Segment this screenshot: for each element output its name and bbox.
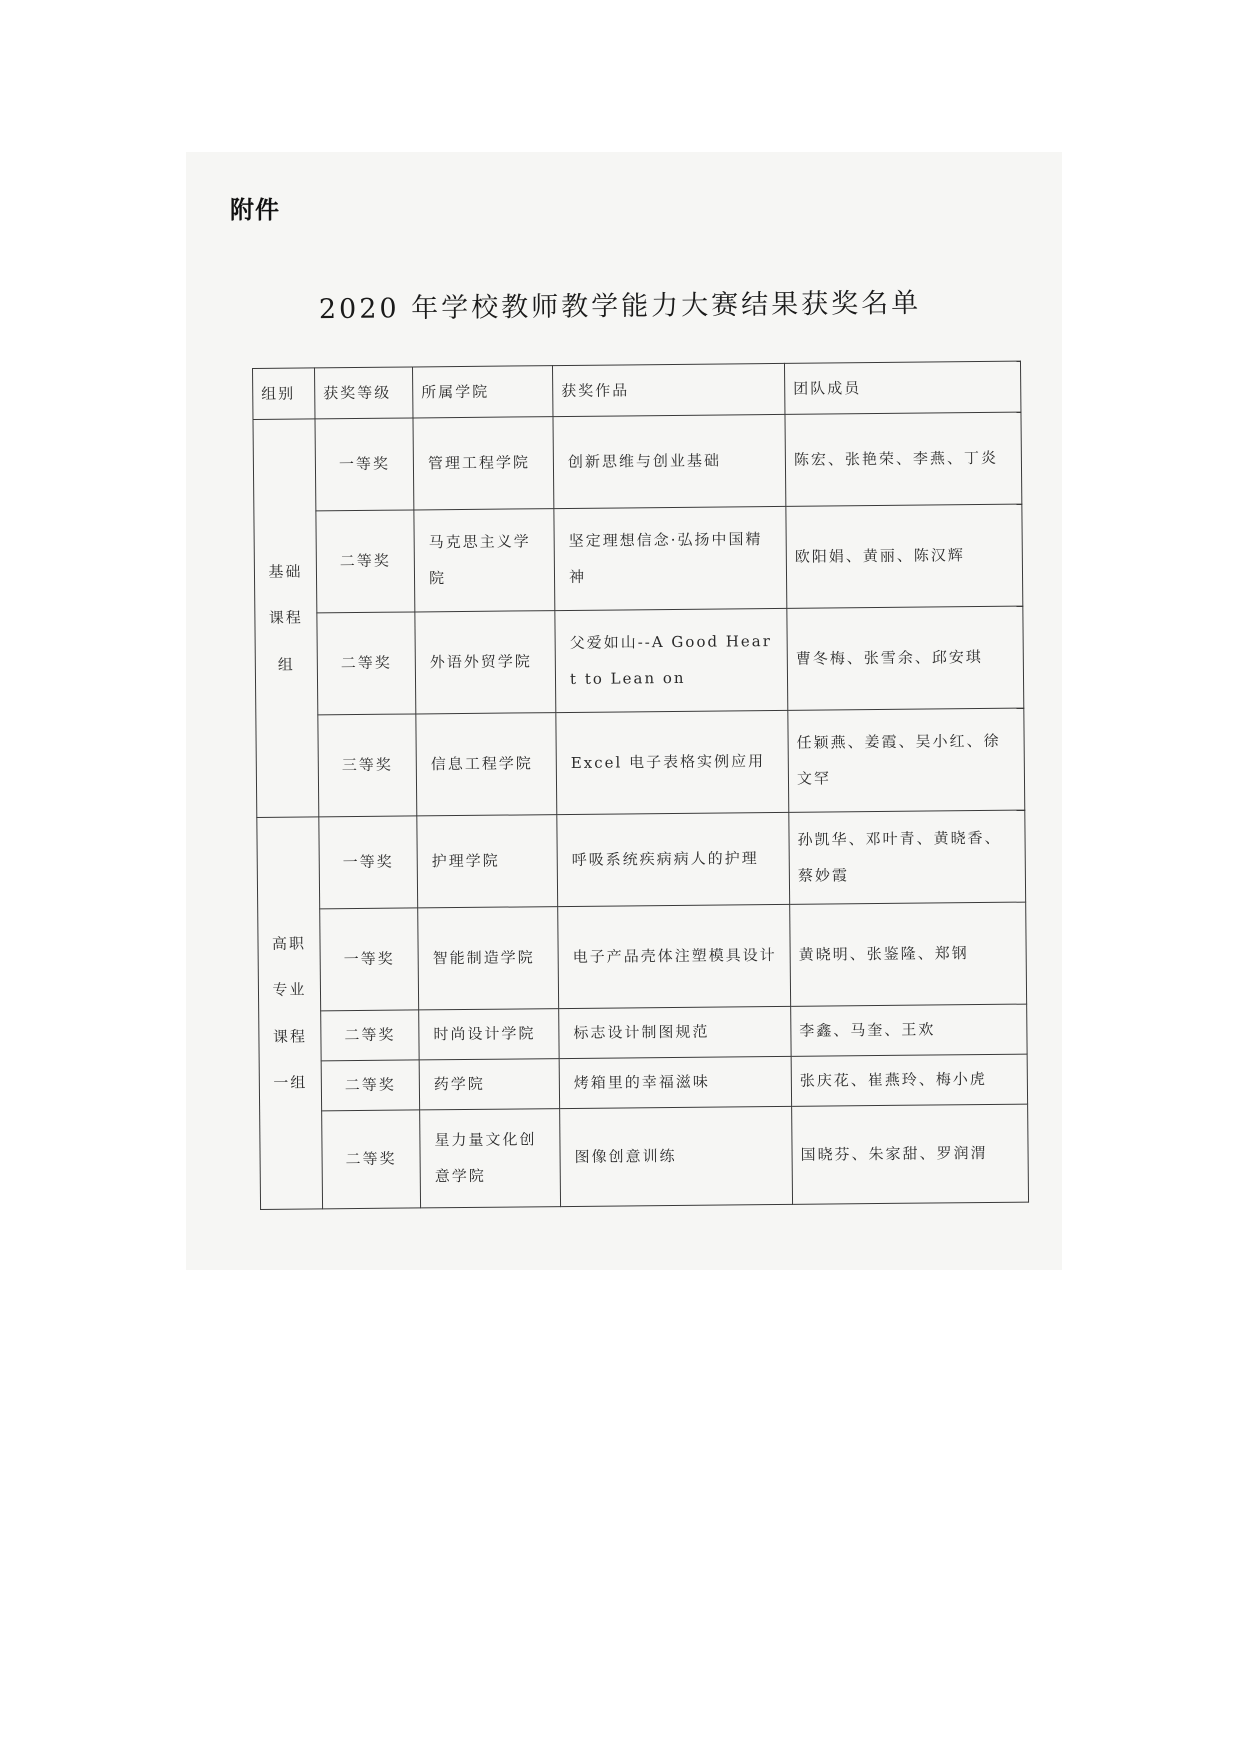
- college-cell: 时尚设计学院: [419, 1009, 559, 1060]
- level-cell: 一等奖: [320, 908, 419, 1011]
- level-cell: 二等奖: [322, 1110, 421, 1209]
- members-cell: 欧阳娟、黄丽、陈汉辉: [786, 504, 1023, 608]
- header-group: 组别: [253, 368, 315, 420]
- table-row: [259, 1054, 1027, 1111]
- members-cell: 黄晓明、张鉴隆、郑钢: [790, 902, 1027, 1006]
- header-college: 所属学院: [412, 366, 552, 418]
- work-cell: 创新思维与创业基础: [553, 414, 786, 508]
- header-work: 获奖作品: [552, 363, 784, 416]
- group-cell: 基础课程组: [253, 419, 319, 818]
- work-cell: 标志设计制图规范: [559, 1006, 791, 1058]
- document-title: 2020 年学校教师教学能力大赛结果获奖名单: [318, 287, 922, 326]
- level-cell: 二等奖: [317, 612, 416, 715]
- members-cell: 李鑫、马奎、王欢: [791, 1004, 1027, 1056]
- work-cell: 呼吸系统疾病病人的护理: [557, 812, 790, 906]
- members-cell: 任颖燕、姜霞、吴小红、徐文罕: [788, 708, 1025, 812]
- work-cell: 坚定理想信念·弘扬中国精神: [554, 506, 787, 610]
- table-row: [260, 1104, 1029, 1209]
- college-cell: 管理工程学院: [413, 417, 554, 510]
- level-cell: 一等奖: [315, 418, 414, 511]
- members-cell: 张庆花、崔燕玲、梅小虎: [791, 1054, 1027, 1106]
- members-cell: 孙凯华、邓叶青、黄晓香、蔡妙霞: [789, 810, 1026, 904]
- table-row: [259, 1004, 1027, 1061]
- members-cell: 曹冬梅、张雪余、邱安琪: [787, 606, 1024, 710]
- table-row: [256, 708, 1025, 817]
- college-cell: 护理学院: [417, 815, 558, 908]
- level-cell: 一等奖: [319, 816, 418, 909]
- work-cell: 图像创意训练: [560, 1106, 793, 1206]
- table-row: [255, 606, 1024, 715]
- level-cell: 三等奖: [318, 714, 417, 817]
- college-cell: 信息工程学院: [416, 713, 557, 816]
- table-row: [257, 810, 1026, 909]
- members-cell: 国晓芬、朱家甜、罗润渭: [792, 1104, 1029, 1204]
- level-cell: 二等奖: [321, 1010, 419, 1061]
- college-cell: 药学院: [419, 1059, 559, 1110]
- work-cell: 父爱如山--A Good Heart to Lean on: [555, 608, 788, 712]
- table-header-row: [253, 361, 1021, 419]
- header-level: 获奖等级: [315, 367, 413, 419]
- work-cell: 烤箱里的幸福滋味: [559, 1056, 791, 1108]
- college-cell: 马克思主义学院: [414, 509, 555, 612]
- college-cell: 星力量文化创意学院: [420, 1109, 561, 1208]
- header-members: 团队成员: [784, 361, 1020, 414]
- members-cell: 陈宏、张艳荣、李燕、丁炎: [785, 412, 1022, 506]
- table-row: [253, 412, 1022, 511]
- work-cell: Excel 电子表格实例应用: [556, 710, 789, 814]
- college-cell: 智能制造学院: [418, 907, 559, 1010]
- college-cell: 外语外贸学院: [415, 611, 556, 714]
- level-cell: 二等奖: [321, 1060, 419, 1111]
- work-cell: 电子产品壳体注塑模具设计: [558, 904, 791, 1008]
- award-table: [252, 361, 1029, 1210]
- table-row: [254, 504, 1023, 613]
- attachment-label: 附件: [230, 196, 280, 224]
- table-row: [258, 902, 1027, 1011]
- level-cell: 二等奖: [316, 510, 415, 613]
- group-cell: 高职专业课程一组: [257, 817, 323, 1210]
